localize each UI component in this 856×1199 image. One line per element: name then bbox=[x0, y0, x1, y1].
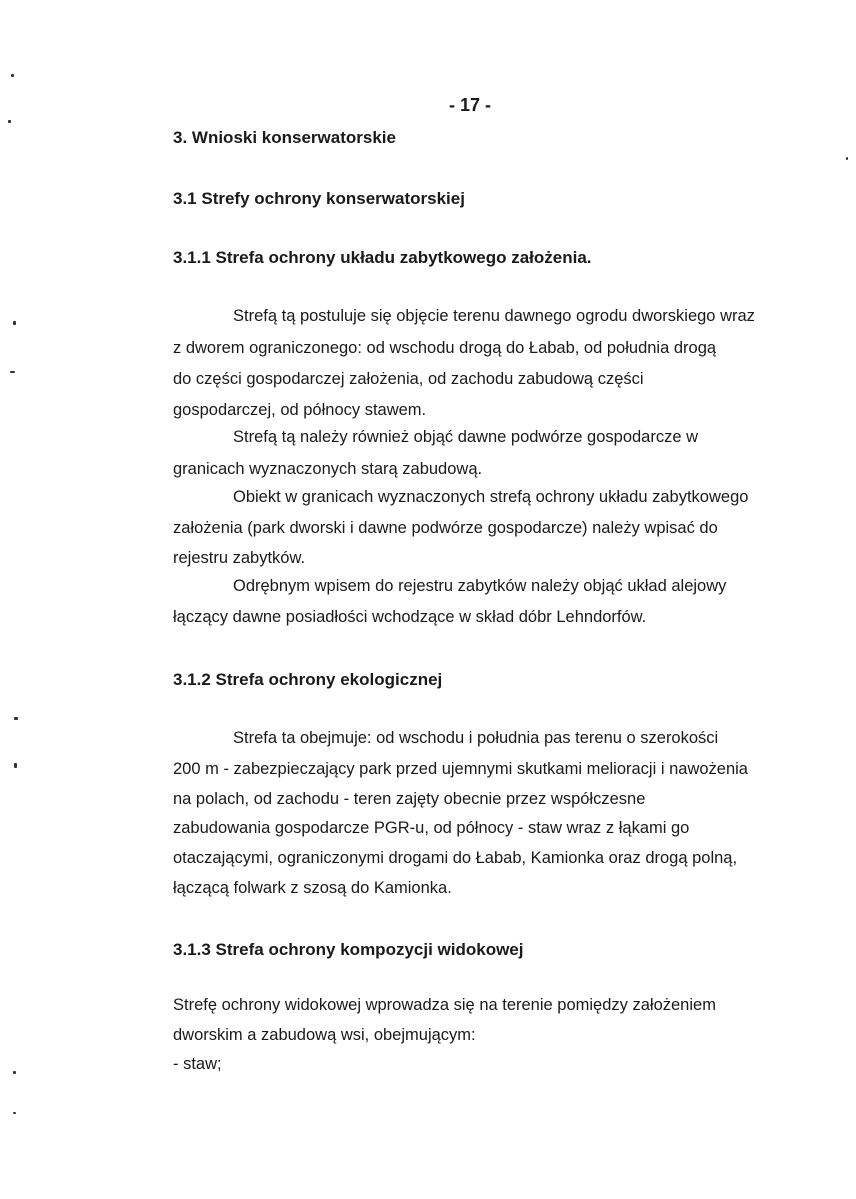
scan-speck bbox=[14, 717, 18, 720]
paragraph-line: granicach wyznaczonych starą zabudową. bbox=[173, 460, 483, 478]
paragraph-line: Obiekt w granicach wyznaczonych strefą ochrony układu zabytkowego bbox=[233, 488, 749, 506]
scan-speck bbox=[14, 763, 17, 768]
paragraph-line: Strefę ochrony widokowej wprowadza się na terenie pomiędzy założeniem bbox=[173, 996, 716, 1014]
paragraph-line: Strefą tą postuluje się objęcie terenu dawnego ogrodu dworskiego wraz bbox=[233, 307, 755, 325]
paragraph-line: 200 m - zabezpieczający park przed ujemnymi skutkami melioracji i nawożenia bbox=[173, 760, 748, 778]
heading-strefa-ekologiczna: 3.1.2 Strefa ochrony ekologicznej bbox=[173, 670, 443, 689]
paragraph-line: - staw; bbox=[173, 1055, 222, 1073]
paragraph-line: łączącą folwark z szosą do Kamionka. bbox=[173, 879, 452, 897]
paragraph-line: z dworem ograniczonego: od wschodu drogą do Łabab, od południa drogą bbox=[173, 339, 717, 357]
paragraph-line: na polach, od zachodu - teren zajęty obecnie przez współczesne bbox=[173, 790, 646, 808]
page-number: - 17 - bbox=[448, 95, 491, 115]
scan-speck bbox=[11, 74, 14, 77]
paragraph-line: do części gospodarczej założenia, od zachodu zabudową części bbox=[173, 370, 644, 388]
scan-speck bbox=[13, 1071, 16, 1074]
heading-strefa-ukladu-zabytkowego: 3.1.1 Strefa ochrony układu zabytkowego założenia. bbox=[173, 248, 592, 267]
paragraph-line: łączący dawne posiadłości wchodzące w skład dóbr Lehndorfów. bbox=[173, 608, 647, 626]
paragraph-line: Strefą tą należy również objąć dawne podwórze gospodarcze w bbox=[233, 428, 699, 446]
scan-speck bbox=[13, 1112, 16, 1114]
paragraph-line: otaczającymi, ograniczonymi drogami do Łabab, Kamionka oraz drogą polną, bbox=[173, 849, 738, 867]
paragraph-line: dworskim a zabudową wsi, obejmującym: bbox=[173, 1026, 476, 1044]
paragraph-line: założenia (park dworski i dawne podwórze gospodarcze) należy wpisać do bbox=[173, 519, 718, 537]
scan-speck bbox=[846, 157, 848, 160]
paragraph-line: Odrębnym wpisem do rejestru zabytków należy objąć układ alejowy bbox=[233, 577, 727, 595]
scan-speck bbox=[8, 120, 11, 123]
heading-strefy-ochrony: 3.1 Strefy ochrony konserwatorskiej bbox=[173, 189, 465, 208]
heading-wnioski-konserwatorskie: 3. Wnioski konserwatorskie bbox=[173, 128, 396, 147]
paragraph-line: rejestru zabytków. bbox=[173, 549, 306, 567]
heading-kompozycja-widokowa: 3.1.3 Strefa ochrony kompozycji widokowej bbox=[173, 940, 524, 959]
paragraph-line: gospodarczej, od północy stawem. bbox=[173, 401, 427, 419]
paragraph-line: Strefa ta obejmuje: od wschodu i południa pas terenu o szerokości bbox=[233, 729, 719, 747]
scan-speck bbox=[13, 321, 16, 325]
scan-speck bbox=[10, 371, 15, 373]
paragraph-line: zabudowania gospodarcze PGR-u, od północy - staw wraz z łąkami go bbox=[173, 819, 690, 837]
